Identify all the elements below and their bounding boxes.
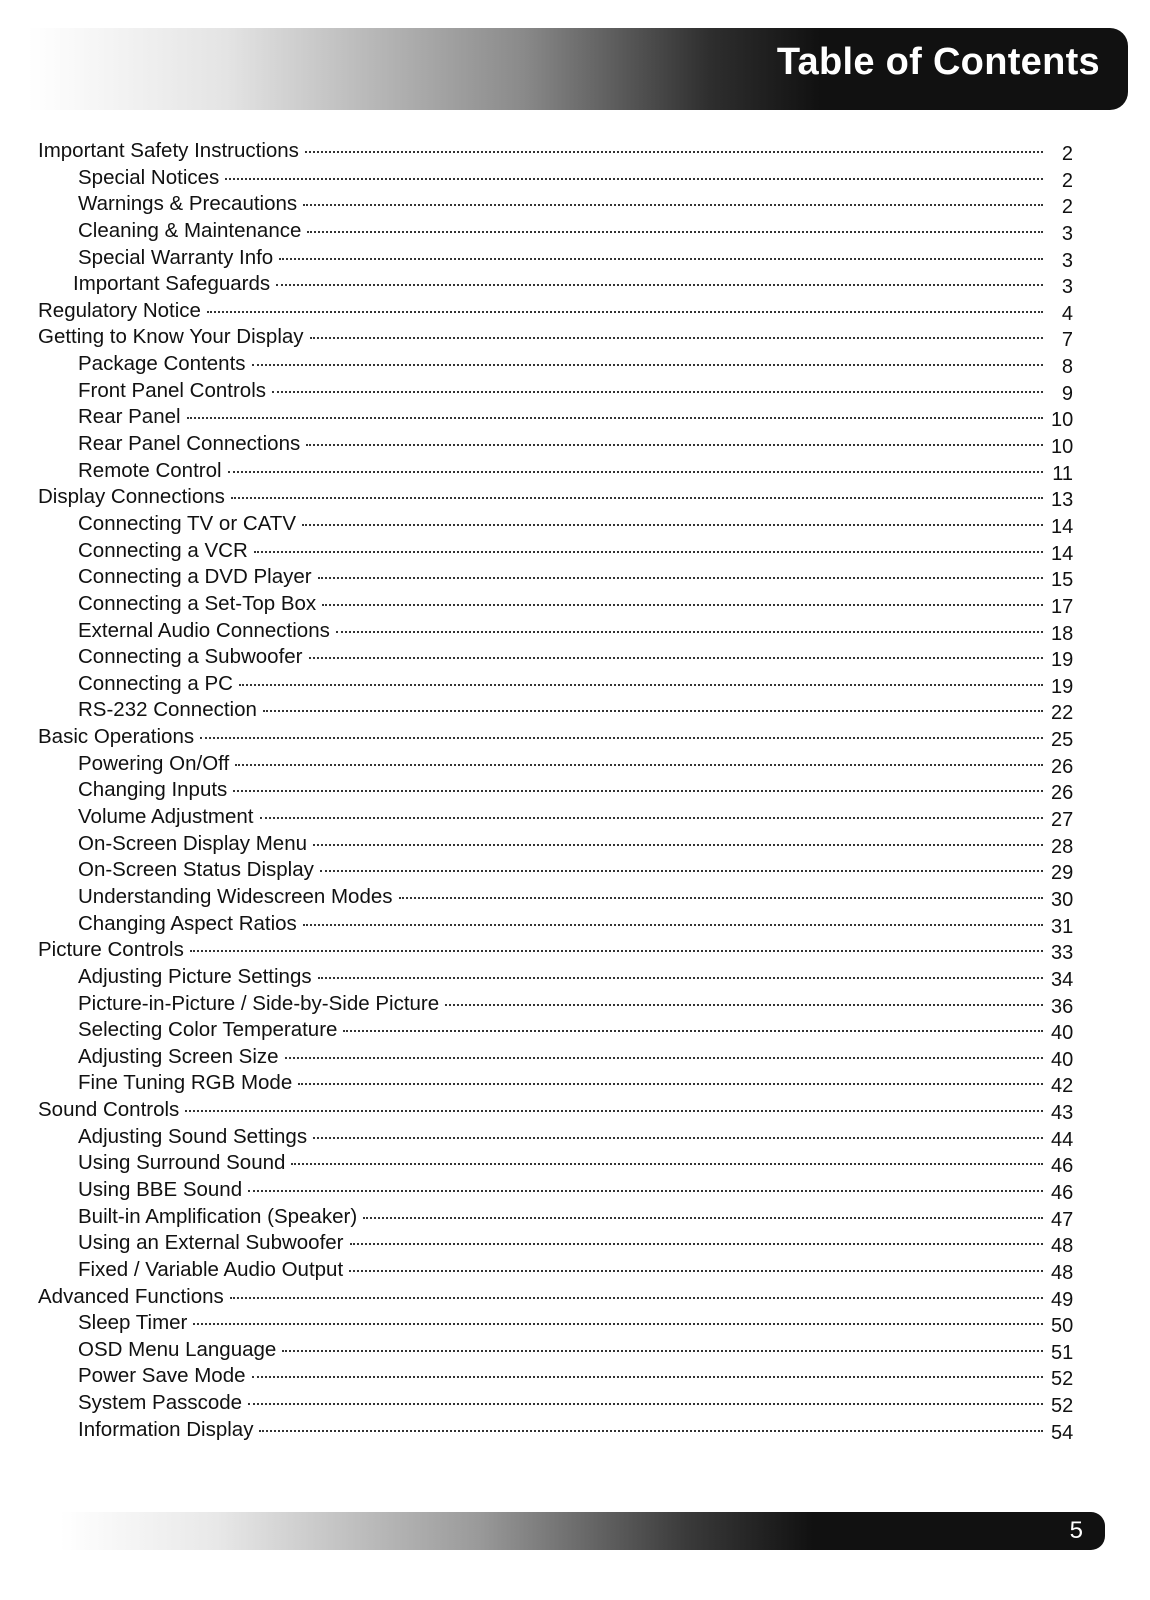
toc-entry[interactable] <box>38 618 1073 645</box>
toc-entry-page: 28 <box>1051 835 1074 858</box>
toc-entry[interactable] <box>38 538 1073 565</box>
toc-entry-page: 11 <box>1052 462 1073 485</box>
dot-leader <box>318 577 1043 579</box>
toc-entry[interactable] <box>38 697 1073 724</box>
toc-entry-title: Fine Tuning RGB Mode <box>78 1071 293 1095</box>
footer-banner <box>60 1512 1105 1550</box>
toc-entry-title: Connecting a Set-Top Box <box>78 591 317 615</box>
toc-entry[interactable] <box>38 804 1073 831</box>
toc-entry-page: 27 <box>1051 809 1074 832</box>
dot-leader <box>254 551 1043 553</box>
toc-entry-title: Picture Controls <box>38 938 184 962</box>
toc-entry[interactable] <box>38 1363 1073 1390</box>
toc-entry[interactable] <box>38 671 1073 698</box>
toc-entry[interactable] <box>38 911 1073 938</box>
dot-leader <box>291 1163 1043 1165</box>
toc-entry[interactable] <box>38 884 1073 911</box>
toc-entry-page: 2 <box>1061 169 1073 192</box>
toc-entry[interactable] <box>38 1204 1073 1231</box>
dot-leader <box>231 497 1043 499</box>
toc-entry-title: Important Safeguards <box>73 272 271 296</box>
toc-entry-page: 42 <box>1051 1075 1074 1098</box>
dot-leader <box>233 790 1043 792</box>
dot-leader <box>252 1376 1043 1378</box>
toc-entry-title: Special Warranty Info <box>78 245 274 269</box>
toc-entry[interactable] <box>38 991 1073 1018</box>
toc-entry-title: Fixed / Variable Audio Output <box>78 1257 344 1281</box>
toc-entry[interactable] <box>38 751 1073 778</box>
toc-entry[interactable] <box>38 1337 1073 1364</box>
toc-entry-title: Regulatory Notice <box>38 298 201 322</box>
toc-entry-title: Cleaning & Maintenance <box>78 218 302 242</box>
dot-leader <box>230 1297 1043 1299</box>
toc-entry-title: RS-232 Connection <box>78 698 257 722</box>
toc-entry[interactable] <box>38 1417 1073 1444</box>
toc-entry-title: Powering On/Off <box>78 751 230 775</box>
toc-entry-page: 22 <box>1051 702 1074 725</box>
toc-entry-title: Volume Adjustment <box>78 805 254 829</box>
toc-entry[interactable] <box>38 165 1073 192</box>
dot-leader <box>235 764 1043 766</box>
dot-leader <box>228 471 1043 473</box>
toc-entry[interactable] <box>38 378 1073 405</box>
dot-leader <box>313 1137 1043 1139</box>
toc-entry-title: Built-in Amplification (Speaker) <box>78 1204 358 1228</box>
dot-leader <box>263 710 1043 712</box>
toc-entry-title: Sound Controls <box>38 1098 180 1122</box>
toc-entry-page: 14 <box>1051 515 1074 538</box>
toc-entry[interactable] <box>38 298 1073 325</box>
toc-entry-title: Using an External Subwoofer <box>78 1231 344 1255</box>
toc-entry[interactable] <box>38 1390 1073 1417</box>
toc-entry-title: Special Notices <box>78 165 220 189</box>
toc-entry-page: 2 <box>1061 143 1073 165</box>
toc-entry-title: Warnings & Precautions <box>78 192 298 216</box>
toc-entry[interactable] <box>38 857 1073 884</box>
dot-leader <box>343 1030 1043 1032</box>
toc-entry-page: 30 <box>1051 888 1074 911</box>
dot-leader <box>239 684 1043 686</box>
dot-leader <box>187 417 1043 419</box>
page-number: 5 <box>1069 1517 1083 1544</box>
toc-entry-page: 52 <box>1051 1395 1074 1418</box>
toc-entry[interactable] <box>38 1257 1073 1284</box>
toc-entry-title: On-Screen Status Display <box>78 858 314 882</box>
dot-leader <box>285 1057 1043 1059</box>
toc-entry-title: Selecting Color Temperature <box>78 1018 338 1042</box>
toc-entry-title: Picture-in-Picture / Side-by-Side Picture <box>78 991 440 1015</box>
dot-leader <box>303 924 1043 926</box>
toc-entry-page: 17 <box>1051 595 1074 618</box>
toc-entry-title: Remote Control <box>78 458 222 482</box>
dot-leader <box>276 284 1043 286</box>
toc-entry[interactable] <box>38 831 1073 858</box>
dot-leader <box>200 737 1043 739</box>
toc-entry-title: Changing Inputs <box>78 778 228 802</box>
dot-leader <box>207 311 1043 313</box>
toc-entry[interactable] <box>38 1070 1073 1097</box>
toc-entry-page: 26 <box>1051 755 1074 778</box>
toc-entry[interactable] <box>38 324 1073 351</box>
toc-entry-page: 9 <box>1061 382 1073 405</box>
toc-entry[interactable] <box>38 1284 1073 1311</box>
toc-entry-page: 13 <box>1051 489 1074 512</box>
dot-leader <box>318 977 1043 979</box>
toc-entry-page: 54 <box>1051 1421 1074 1444</box>
toc-entry-page: 29 <box>1051 862 1074 885</box>
toc-entry[interactable] <box>38 777 1073 804</box>
toc-entry-page: 10 <box>1051 409 1074 432</box>
toc-entry[interactable] <box>38 964 1073 991</box>
toc-entry-title: OSD Menu Language <box>78 1337 277 1361</box>
toc-entry-title: Connecting a Subwoofer <box>78 645 303 669</box>
toc-entry[interactable] <box>38 218 1073 245</box>
toc-entry-title: Important Safety Instructions <box>38 139 299 162</box>
toc-entry-title: Adjusting Picture Settings <box>78 964 312 988</box>
toc-entry[interactable] <box>38 1230 1073 1257</box>
dot-leader <box>310 337 1043 339</box>
toc-entry-page: 48 <box>1051 1235 1074 1258</box>
toc-entry[interactable] <box>38 511 1073 538</box>
toc-entry-title: Using BBE Sound <box>78 1177 243 1201</box>
toc-entry-title: Connecting TV or CATV <box>78 511 297 535</box>
toc-entry-title: Getting to Know Your Display <box>38 325 304 349</box>
toc-entry-page: 19 <box>1051 649 1074 672</box>
dot-leader <box>445 1004 1043 1006</box>
toc-entry-title: Sleep Timer <box>78 1311 188 1335</box>
toc-entry-page: 26 <box>1051 782 1074 805</box>
toc-entry-page: 44 <box>1051 1128 1074 1151</box>
toc-entry-page: 18 <box>1051 622 1074 645</box>
toc-entry[interactable] <box>38 458 1073 485</box>
toc-entry-title: Package Contents <box>78 352 246 376</box>
toc-entry-page: 8 <box>1061 356 1073 379</box>
toc-entry[interactable] <box>38 564 1073 591</box>
dot-leader <box>190 950 1043 952</box>
toc-entry-page: 25 <box>1051 729 1074 752</box>
toc-entry-page: 7 <box>1061 329 1073 352</box>
dot-leader <box>336 631 1043 633</box>
dot-leader <box>259 1430 1043 1432</box>
toc-entry-title: Advanced Functions <box>38 1284 224 1308</box>
toc-entry-page: 51 <box>1051 1341 1074 1364</box>
toc-entry-page: 33 <box>1051 942 1074 965</box>
dot-leader <box>193 1323 1043 1325</box>
toc-entry[interactable] <box>38 1310 1073 1337</box>
dot-leader <box>282 1350 1043 1352</box>
toc-entry-title: Information Display <box>78 1417 254 1441</box>
toc-entry-page: 47 <box>1051 1208 1074 1231</box>
toc-entry[interactable] <box>38 1097 1073 1124</box>
toc-entry-title: Understanding Widescreen Modes <box>78 884 393 908</box>
table-of-contents <box>38 138 1073 1443</box>
dot-leader <box>349 1270 1043 1272</box>
dot-leader <box>303 204 1043 206</box>
toc-entry-title: Adjusting Sound Settings <box>78 1124 308 1148</box>
toc-entry-page: 14 <box>1051 542 1074 565</box>
toc-entry-title: Rear Panel Connections <box>78 432 301 456</box>
toc-entry-title: Rear Panel <box>78 405 181 429</box>
dot-leader <box>399 897 1044 899</box>
toc-entry-page: 15 <box>1051 569 1074 592</box>
toc-entry-page: 40 <box>1051 1022 1074 1045</box>
toc-entry[interactable] <box>38 1017 1073 1044</box>
toc-entry-page: 19 <box>1051 675 1074 698</box>
toc-entry-page: 2 <box>1061 196 1073 219</box>
toc-entry-title: Connecting a DVD Player <box>78 565 312 589</box>
dot-leader <box>248 1190 1043 1192</box>
toc-entry-title: Changing Aspect Ratios <box>78 911 297 935</box>
toc-entry-title: Power Save Mode <box>78 1364 246 1388</box>
toc-entry-page: 31 <box>1051 915 1074 938</box>
toc-entry-page: 3 <box>1061 276 1073 299</box>
toc-entry[interactable] <box>38 191 1073 218</box>
toc-entry-page: 3 <box>1061 249 1073 272</box>
toc-entry-page: 52 <box>1051 1368 1074 1391</box>
toc-entry[interactable] <box>38 245 1073 272</box>
toc-entry-title: Using Surround Sound <box>78 1151 286 1175</box>
toc-entry[interactable] <box>38 138 1073 165</box>
toc-entry-title: On-Screen Display Menu <box>78 831 308 855</box>
toc-entry-page: 3 <box>1061 222 1073 245</box>
toc-entry[interactable] <box>38 724 1073 751</box>
dot-leader <box>279 258 1043 260</box>
toc-entry[interactable] <box>38 351 1073 378</box>
header-banner <box>28 28 1128 110</box>
toc-entry-title: Adjusting Screen Size <box>78 1044 279 1068</box>
toc-entry-title: Basic Operations <box>38 725 195 749</box>
toc-entry[interactable] <box>38 1150 1073 1177</box>
dot-leader <box>225 178 1043 180</box>
toc-entry[interactable] <box>38 1044 1073 1071</box>
dot-leader <box>248 1403 1043 1405</box>
toc-entry-page: 43 <box>1051 1102 1074 1125</box>
toc-entry[interactable] <box>38 404 1073 431</box>
toc-entry-page: 36 <box>1051 995 1074 1018</box>
toc-entry-page: 10 <box>1051 436 1074 459</box>
toc-entry-page: 40 <box>1051 1048 1074 1071</box>
dot-leader <box>272 391 1043 393</box>
toc-entry-page: 48 <box>1051 1261 1074 1284</box>
dot-leader <box>305 151 1043 153</box>
toc-entry-title: Front Panel Controls <box>78 378 267 402</box>
toc-entry-title: Display Connections <box>38 485 225 509</box>
toc-entry-page: 46 <box>1051 1155 1074 1178</box>
toc-entry[interactable] <box>38 271 1073 298</box>
dot-leader <box>309 657 1043 659</box>
toc-entry-title: Connecting a VCR <box>78 538 248 562</box>
toc-entry-title: External Audio Connections <box>78 618 330 642</box>
page-title: Table of Contents <box>776 41 1100 83</box>
dot-leader <box>363 1217 1043 1219</box>
toc-entry[interactable] <box>38 937 1073 964</box>
toc-entry-page: 4 <box>1061 302 1073 325</box>
dot-leader <box>307 231 1043 233</box>
dot-leader <box>313 844 1043 846</box>
dot-leader <box>350 1243 1043 1245</box>
dot-leader <box>306 444 1043 446</box>
toc-entry[interactable] <box>38 644 1073 671</box>
toc-entry[interactable] <box>38 591 1073 618</box>
toc-entry[interactable] <box>38 1124 1073 1151</box>
toc-entry[interactable] <box>38 484 1073 511</box>
dot-leader <box>322 604 1043 606</box>
toc-entry[interactable] <box>38 1177 1073 1204</box>
dot-leader <box>252 364 1043 366</box>
toc-entry-title: Connecting a PC <box>78 671 233 695</box>
toc-entry-page: 50 <box>1051 1315 1074 1338</box>
toc-entry[interactable] <box>38 431 1073 458</box>
dot-leader <box>260 817 1044 819</box>
dot-leader <box>320 870 1043 872</box>
toc-entry-page: 34 <box>1051 968 1074 991</box>
dot-leader <box>302 524 1043 526</box>
dot-leader <box>185 1110 1043 1112</box>
toc-entry-page: 49 <box>1051 1288 1074 1311</box>
toc-entry-page: 46 <box>1051 1181 1074 1204</box>
toc-entry-title: System Passcode <box>78 1391 243 1415</box>
dot-leader <box>298 1083 1043 1085</box>
